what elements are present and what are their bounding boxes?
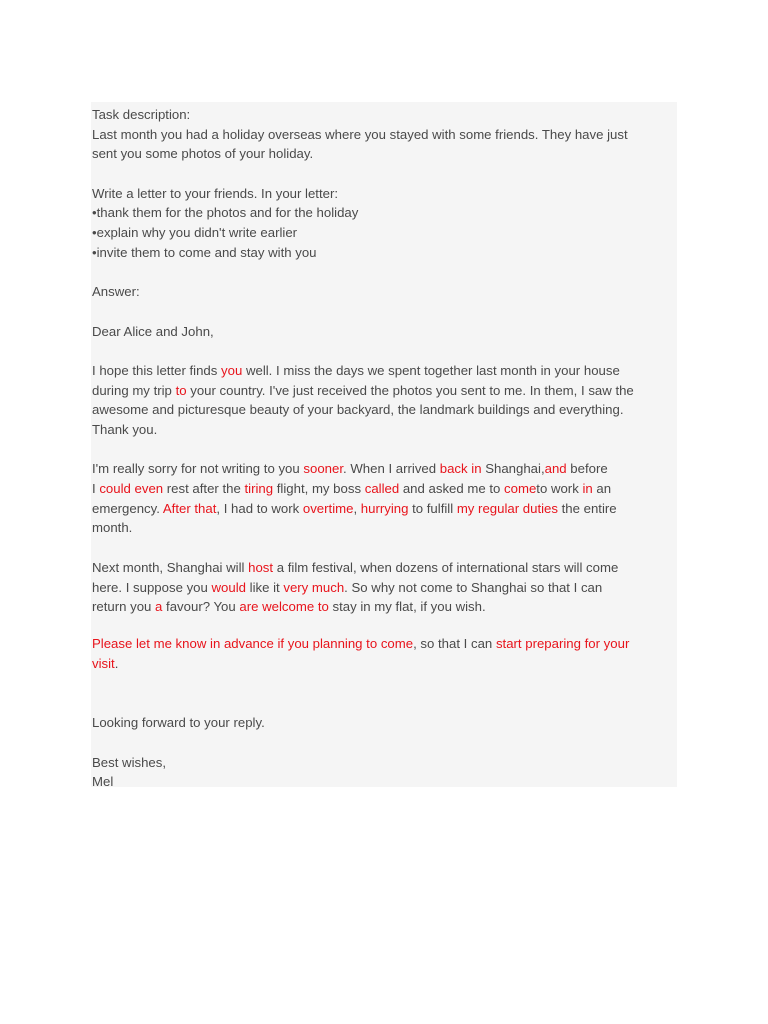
task-line: Last month you had a holiday overseas where you stayed with some friends. They have just [92,126,628,142]
task-bullet: •invite them to come and stay with you [92,244,317,260]
letter-text: your country. I've just received the photos you sent to me. In them, I saw the [186,382,634,398]
letter-line [92,654,682,674]
letter-text: I hope this letter finds [92,362,222,378]
correction-text: After that [162,500,217,516]
task-instruction: Write a letter to your friends. In your letter: [92,185,339,201]
correction-text: a [155,599,163,615]
letter-text: well. I miss the days we spent together last month in your house [242,362,620,378]
correction-text: could even [99,481,164,497]
correction-text: in [582,481,593,497]
letter-text: stay in my flat, if you wish. [328,599,486,615]
letter-text: awesome and picturesque beauty of your backyard, the landmark buildings and everything. [92,402,624,418]
letter-text: favour? You [162,599,240,615]
letter-text: flight, my boss [273,481,365,497]
letter-line [92,400,682,420]
letter-paragraph-2 [92,459,682,538]
letter-text: I [92,481,100,497]
letter-greeting: Dear Alice and John, [92,323,214,339]
letter-text: Shanghai, [481,461,545,477]
letter-text: during my trip [92,382,176,398]
letter-closing-line: Looking forward to your reply. [92,715,265,731]
correction-text: and [544,461,567,477]
correction-text: sooner [303,461,343,477]
correction-text: called [364,481,400,497]
letter-line [92,361,682,381]
letter-line [92,420,682,440]
correction-text: visit [92,656,115,672]
correction-text: very much [283,579,345,595]
letter-text: . When I arrived [343,461,440,477]
letter-text: , so that I can [413,636,496,652]
letter-text: . So why not come to Shanghai so that I can [344,579,603,595]
letter-line [92,479,682,499]
letter-text: and asked me to [399,481,505,497]
letter-line [92,518,682,538]
letter-line [92,499,682,519]
correction-text: overtime [302,500,354,516]
letter-line [92,634,682,654]
correction-text: you [221,362,243,378]
letter-text: Next month, Shanghai will [92,559,249,575]
letter-text: before [566,461,608,477]
letter-signature: Mel [92,774,114,790]
letter-text: I'm really sorry for not writing to you [92,461,304,477]
letter-text: month. [92,520,133,536]
task-bullet: •explain why you didn't write earlier [92,225,298,241]
correction-text: start preparing for your [495,636,630,652]
letter-text: a film festival, when dozens of international stars will come [273,559,619,575]
letter-text: , I had to work [216,500,303,516]
letter-line [92,578,682,598]
task-heading: Task description: [92,107,191,122]
letter-line [92,558,682,578]
letter-paragraph-1 [92,361,682,440]
correction-text: would [211,579,246,595]
correction-text: back in [439,461,482,477]
letter-line [92,597,682,617]
document-text [92,105,682,792]
letter-text: to work [536,481,583,497]
letter-text: an [592,481,612,497]
letter-text: here. I suppose you [92,579,212,595]
letter-text: rest after the [163,481,245,497]
letter-text: the entire [557,500,617,516]
letter-text: . [114,656,119,672]
correction-text: host [248,559,274,575]
letter-text: return you [92,599,156,615]
correction-text: hurrying [360,500,409,516]
letter-signoff: Best wishes, [92,754,167,770]
letter-text: to fulfill [408,500,457,516]
correction-text: are welcome to [239,599,329,615]
task-bullet: •thank them for the photos and for the holiday [92,205,359,221]
answer-label: Answer: [92,284,140,300]
letter-text: Thank you. [92,422,158,437]
task-line: sent you some photos of your holiday. [92,146,314,162]
letter-line [92,459,682,479]
letter-text: emergency. [92,500,163,516]
correction-text: Please let me know in advance if you planning to come [92,636,414,652]
letter-text: like it [245,579,284,595]
letter-line [92,381,682,401]
correction-text: tiring [244,481,274,497]
correction-text: come [504,481,537,497]
letter-paragraph-4 [92,634,682,673]
letter-paragraph-3 [92,558,682,617]
correction-text: my regular duties [456,500,558,516]
correction-text: to [175,382,187,398]
letter-text: , [353,500,361,516]
